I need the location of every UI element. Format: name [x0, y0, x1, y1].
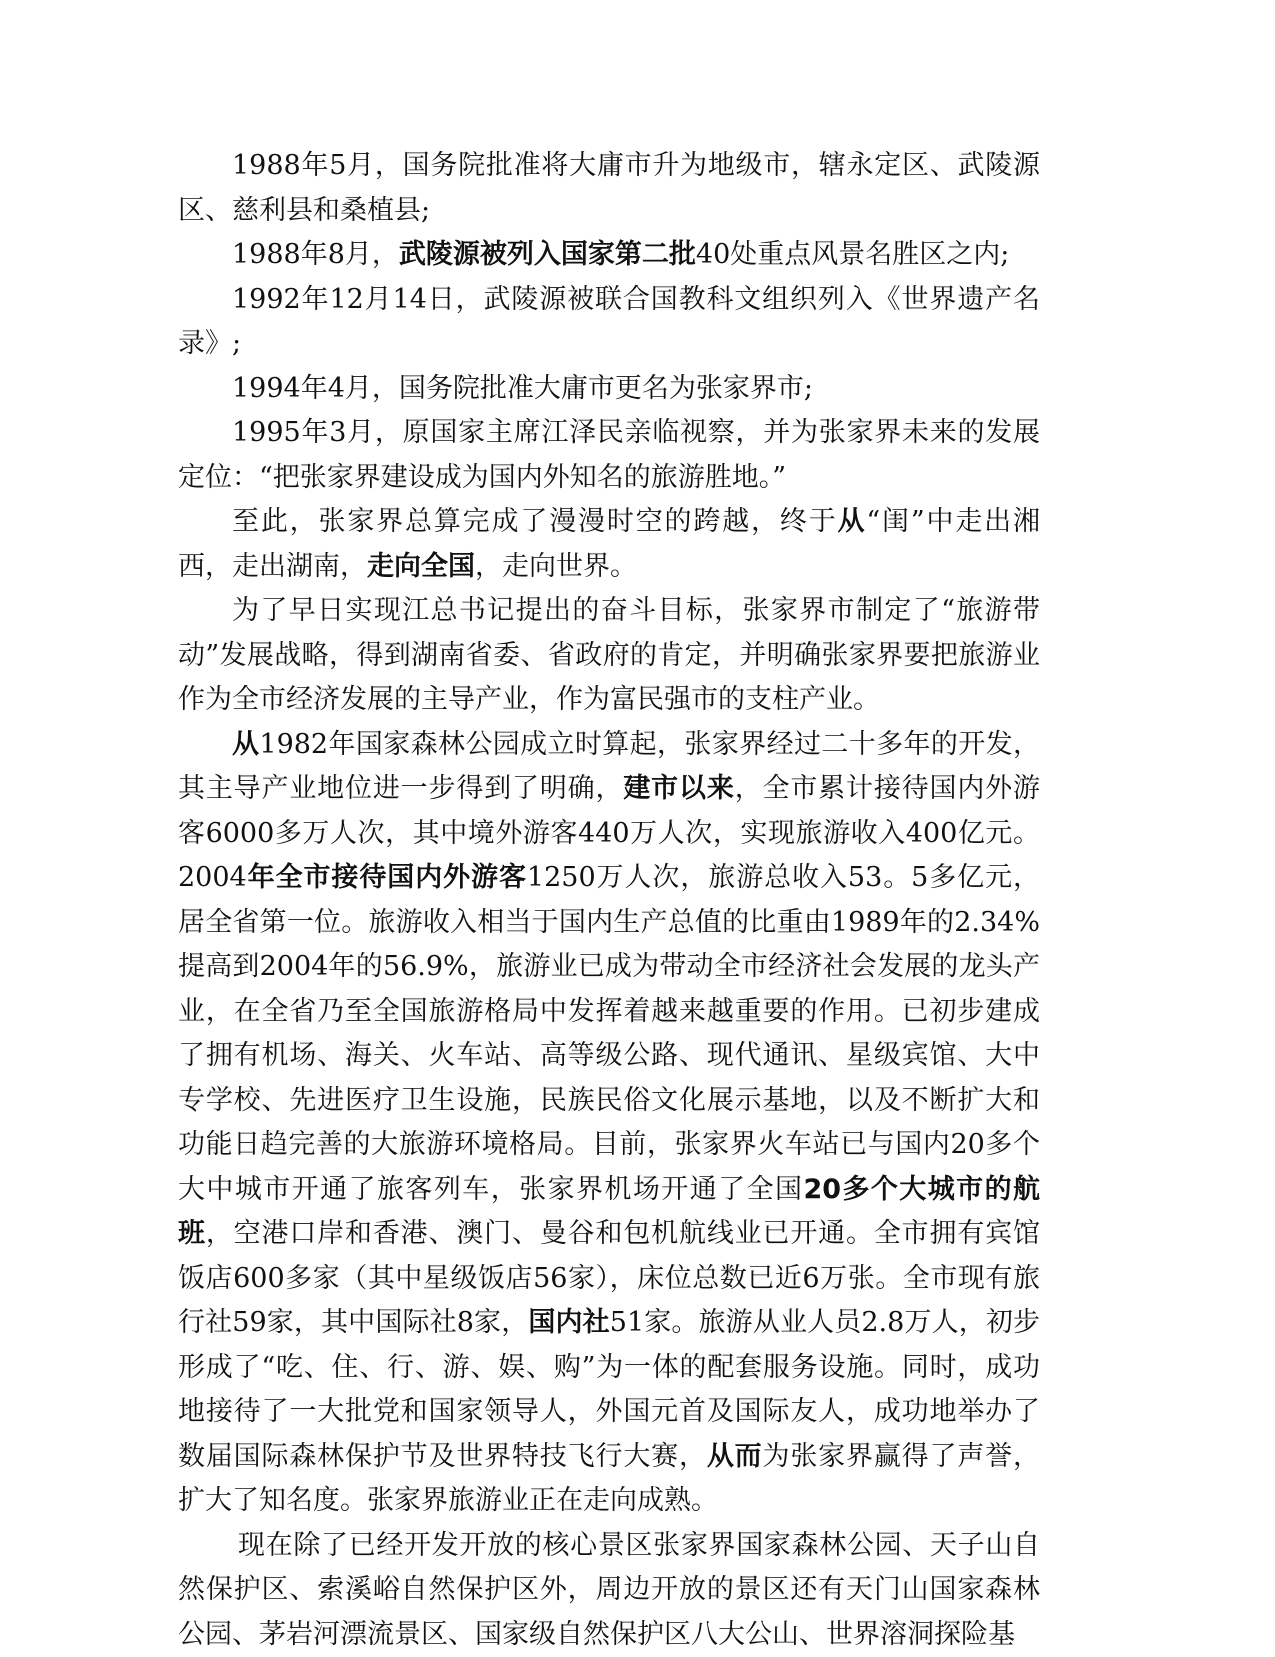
- bold-text-segment: 从而: [707, 1441, 763, 1472]
- bold-text-segment: 走向全国: [367, 551, 475, 582]
- text-segment: 现在除了已经开发开放的核心景区张家界国家森林公园、天子山自然保护区、索溪峪自然保护区外，周边开放的景区还有天门山国家森林公园、茅岩河漂流景区、国家级自然保护区八大公山、世界溶洞探险基: [178, 1530, 1040, 1650]
- text-segment: 为张家界赢得了声誉，扩大了知名度。张家界旅游业正在走向成熟。: [178, 1441, 1040, 1517]
- document-body: [178, 144, 1040, 1657]
- paragraph-strategy: [178, 589, 1040, 723]
- text-segment: 1992年12月14日，武陵源被联合国教科文组织列入《世界遗产名录》;: [178, 284, 1040, 360]
- text-segment: 1994年4月，国务院批准大庸市更名为张家界市;: [232, 373, 813, 404]
- paragraph-1988-aug: [178, 233, 1040, 278]
- text-segment: ，空港口岸和香港、澳门、曼谷和包机航线业已开通。全市拥有宾馆饭店600多家（其中星级饭店56家），床位总数已近6万张。全市现有旅行社59家，其中国际社8家，: [178, 1218, 1040, 1338]
- text-segment: 1995年3月，原国家主席江泽民亲临视察，并为张家界未来的发展定位：“把张家界建设成为国内外知名的旅游胜地。”: [178, 417, 1040, 493]
- bold-text-segment: 20多个大城市的航班: [178, 1174, 1040, 1250]
- paragraph-1988-may: [178, 144, 1040, 233]
- text-segment: “闺”中走出湘西，走出湖南，: [178, 506, 1040, 582]
- bold-text-segment: 从: [232, 729, 259, 760]
- paragraph-1992: [178, 278, 1040, 367]
- paragraph-development: [178, 723, 1040, 1524]
- bold-text-segment: 年全市接待国内外游客: [247, 862, 527, 893]
- text-segment: ，全市累计接待国内外游客6000多万人次，其中境外游客440万人次，实现旅游收入400亿元。2004: [178, 773, 1040, 893]
- paragraph-transition: [178, 500, 1040, 589]
- paragraph-1995: [178, 411, 1040, 500]
- paragraph-1994: [178, 367, 1040, 412]
- bold-text-segment: 武陵源被列入国家第二批: [399, 239, 696, 270]
- bold-text-segment: 建市以来: [623, 773, 734, 804]
- text-segment: 1988年8月，: [232, 239, 399, 270]
- text-segment: 40处重点风景名胜区之内;: [696, 239, 1009, 270]
- text-segment: 至此，张家界总算完成了漫漫时空的跨越，终于: [232, 506, 838, 537]
- paragraph-scenic-areas: [178, 1524, 1040, 1657]
- text-segment: 1982年国家森林公园成立时算起，张家界经过二十多年的开发，其主导产业地位进一步得到了明确，: [178, 729, 1040, 805]
- text-segment: ，走向世界。: [475, 551, 637, 582]
- bold-text-segment: 从: [838, 506, 867, 537]
- text-segment: 1988年5月，国务院批准将大庸市升为地级市，辖永定区、武陵源区、慈利县和桑植县;: [178, 150, 1040, 226]
- text-segment: 为了早日实现江总书记提出的奋斗目标，张家界市制定了“旅游带动”发展战略，得到湖南省委、省政府的肯定，并明确张家界要把旅游业作为全市经济发展的主导产业，作为富民强市的支柱产业。: [178, 595, 1040, 715]
- bold-text-segment: 国内社: [528, 1307, 609, 1338]
- text-segment: 1250万人次，旅游总收入53。5多亿元，居全省第一位。旅游收入相当于国内生产总值的比重由1989年的2.34%提高到2004年的56.9%，旅游业已成为带动全市经济社会发展的龙头产业，在全省乃至全国旅游格局中发挥着越来越重要的作用。已初步建成了拥有机场、海关、火车站、高等级公路、现代通讯、星级宾馆、大中专学校、先进医疗卫生设施，民族民俗文化展示基地，以及不断扩大和功能日趋完善的大旅游环境格局。目前，张家界火车站已与国内20多个大中城市开通了旅客列车，张家界机场开通了全国: [178, 862, 1040, 1205]
- text-segment: 51家。旅游从业人员2.8万人，初步形成了“吃、住、行、游、娱、购”为一体的配套服务设施。同时，成功地接待了一大批党和国家领导人，外国元首及国际友人，成功地举办了数届国际森林保护节及世界特技飞行大赛，: [178, 1307, 1040, 1472]
